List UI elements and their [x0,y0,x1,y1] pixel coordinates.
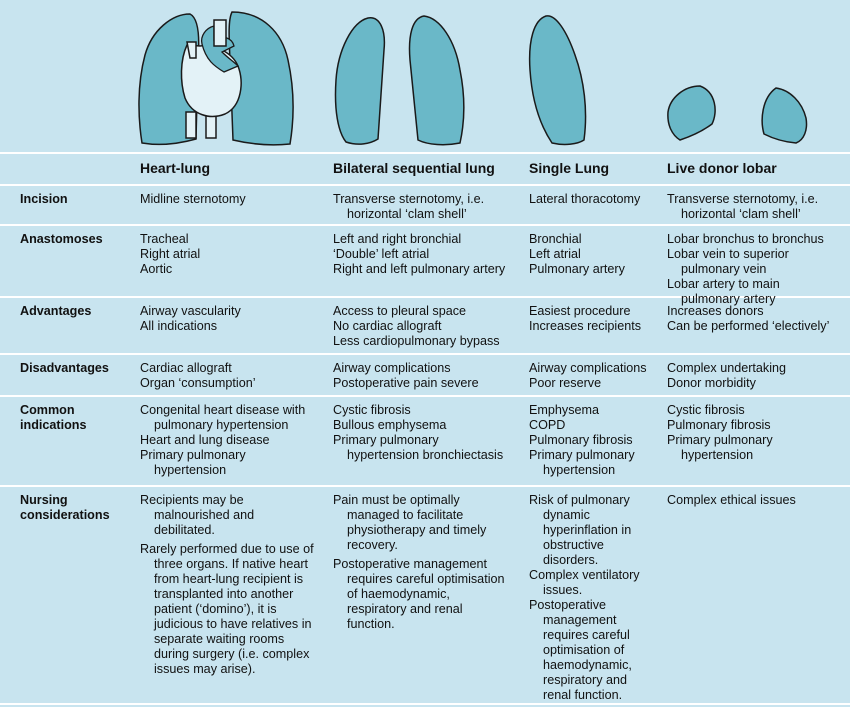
heart-lung-illustration [139,12,293,145]
cell-line: renal function. [543,688,623,702]
cell-line: Poor reserve [529,376,602,390]
column-heading: Single Lung [529,160,610,176]
cell-line: Access to pleural space [333,304,467,318]
cell-line: Postoperative management [333,557,488,571]
cell-line: Pulmonary fibrosis [667,418,771,432]
table-cell [140,192,326,207]
cell-line: ‘Double’ left atrial [333,247,430,261]
table-cell [529,361,661,391]
cell-line: Organ ‘consumption’ [140,376,256,390]
table-cell [667,361,847,391]
cell-line: Emphysema [529,403,599,417]
cell-line: malnourished and [154,508,255,522]
cell-line: Bronchial [529,232,582,246]
common-indications-row [0,397,850,487]
cell-line: three organs. If native heart [154,557,309,571]
table-cell [529,232,661,277]
cell-line: Rarely performed due to use of [140,542,314,556]
cell-line: transplanted into another [154,587,294,601]
column-header-row [0,152,850,186]
row-label-line: indications [20,418,87,432]
table-cell [529,493,661,703]
cell-line: Aortic [140,262,173,276]
row-label [20,403,130,433]
row-label-line: considerations [20,508,110,522]
cell-line: Recipients may be [140,493,244,507]
cell-line: hypertension bronchiectasis [347,448,504,462]
column-heading: Live donor lobar [667,160,777,176]
table-cell [529,304,661,334]
table-cell [333,232,523,277]
cell-line: Bullous emphysema [333,418,447,432]
cell-line: hypertension [543,463,616,477]
cell-line: All indications [140,319,218,333]
cell-line: Lobar bronchus to bronchus [667,232,824,246]
cell-line: Increases recipients [529,319,641,333]
row-label [20,192,130,207]
table-cell [529,403,661,478]
cell-line: dynamic [543,508,590,522]
cell-line: requires careful optimisation [347,572,505,586]
cell-line: hyperinflation in [543,523,632,537]
single-lung-illustration [530,16,586,145]
cell-line: Heart and lung disease [140,433,270,447]
cell-line: Lobar vein to superior [667,247,789,261]
cell-line: Postoperative [529,598,607,612]
table-cell [333,403,523,463]
transplant-comparison-table [0,152,850,705]
row-label [20,493,130,523]
cell-line: Airway complications [333,361,451,375]
table-cell [667,493,847,508]
column-heading: Bilateral sequential lung [333,160,495,176]
row-label-line: Nursing [20,493,68,507]
row-label-line: Disadvantages [20,361,109,375]
cell-line: pulmonary vein [681,262,767,276]
cell-line: Lobar artery to main [667,277,780,291]
cell-line: respiratory and renal [347,602,463,616]
cell-line: horizontal ‘clam shell’ [347,207,467,221]
cell-line: disorders. [543,553,599,567]
cell-line: Donor morbidity [667,376,756,390]
disadvantages-row [0,355,850,397]
cell-line: Increases donors [667,304,764,318]
cell-line: management [543,613,617,627]
cell-line: hypertension [681,448,754,462]
table-cell [140,403,326,478]
cell-line: Pain must be optimally [333,493,460,507]
cell-line: Postoperative pain severe [333,376,479,390]
cell-line: optimisation of [543,643,625,657]
cell-line: Left and right bronchial [333,232,462,246]
row-label-line: Advantages [20,304,92,318]
cell-line: Primary pulmonary [529,448,635,462]
table-cell [140,493,326,677]
lobar-lung-illustration [668,86,807,143]
cell-line: Cystic fibrosis [333,403,411,417]
cell-line: Midline sternotomy [140,192,246,206]
cell-line: COPD [529,418,566,432]
bilateral-lung-illustration [335,16,463,145]
cell-line: separate waiting rooms [154,632,285,646]
table-cell [333,493,523,632]
table-cell [667,304,847,334]
cell-line: Left atrial [529,247,581,261]
cell-line: Transverse sternotomy, i.e. [333,192,485,206]
cell-line: issues. [543,583,583,597]
cell-line: obstructive [543,538,604,552]
cell-line: Primary pulmonary [667,433,773,447]
cell-line: debilitated. [154,523,215,537]
cell-line: Less cardiopulmonary bypass [333,334,500,348]
cell-line: Complex undertaking [667,361,787,375]
table-cell [140,361,326,391]
cell-line: pulmonary hypertension [154,418,289,432]
advantages-row [0,298,850,355]
cell-line: recovery. [347,538,398,552]
column-heading: Heart-lung [140,160,210,176]
cell-line: physiotherapy and timely [347,523,487,537]
row-label [20,361,130,376]
cell-line: Cystic fibrosis [667,403,745,417]
transplant-illustrations [0,0,850,152]
cell-line: from heart-lung recipient is [154,572,304,586]
cell-line: Complex ventilatory [529,568,640,582]
cell-line: Airway complications [529,361,647,375]
cell-line: managed to facilitate [347,508,464,522]
cell-line: issues may arise). [154,662,256,676]
cell-line: Congenital heart disease with [140,403,306,417]
cell-line: of haemodynamic, [347,587,450,601]
cell-line: patient (‘domino’), it is [154,602,277,616]
cell-line: hypertension [154,463,227,477]
cell-line: horizontal ‘clam shell’ [681,207,801,221]
cell-line: judicious to have relatives in [154,617,312,631]
table-cell [140,304,326,334]
row-label-line: Incision [20,192,68,206]
cell-line: Cardiac allograft [140,361,232,375]
cell-line: Complex ethical issues [667,493,796,507]
cell-line: respiratory and [543,673,627,687]
cell-line: Pulmonary fibrosis [529,433,633,447]
cell-line: haemodynamic, [543,658,632,672]
cell-line: function. [347,617,395,631]
cell-line: during surgery (i.e. complex [154,647,310,661]
row-label-line: Anastomoses [20,232,103,246]
table-cell [667,192,847,222]
row-label [20,304,130,319]
table-cell [140,232,326,277]
table-cell [333,304,523,349]
table-cell [667,403,847,463]
cell-line: Transverse sternotomy, i.e. [667,192,819,206]
cell-line: Tracheal [140,232,189,246]
cell-line: Right and left pulmonary artery [333,262,506,276]
table-cell [529,192,661,207]
cell-line: requires careful [543,628,630,642]
table-cell [667,232,847,307]
table-cell [333,361,523,391]
cell-line: Can be performed ‘electively’ [667,319,830,333]
cell-line: Easiest procedure [529,304,631,318]
table-cell [333,192,523,222]
anastomoses-row [0,226,850,306]
cell-line: Pulmonary artery [529,262,625,276]
row-label-line: Common [20,403,75,417]
cell-line: Lateral thoracotomy [529,192,641,206]
cell-line: No cardiac allograft [333,319,442,333]
cell-line: pulmonary artery [681,292,776,306]
row-label [20,232,130,247]
cell-line: Primary pulmonary [333,433,439,447]
cell-line: Airway vascularity [140,304,241,318]
cell-line: Right atrial [140,247,201,261]
nursing-considerations-row [0,487,850,705]
incision-row [0,186,850,226]
cell-line: Risk of pulmonary [529,493,630,507]
cell-line: Primary pulmonary [140,448,246,462]
